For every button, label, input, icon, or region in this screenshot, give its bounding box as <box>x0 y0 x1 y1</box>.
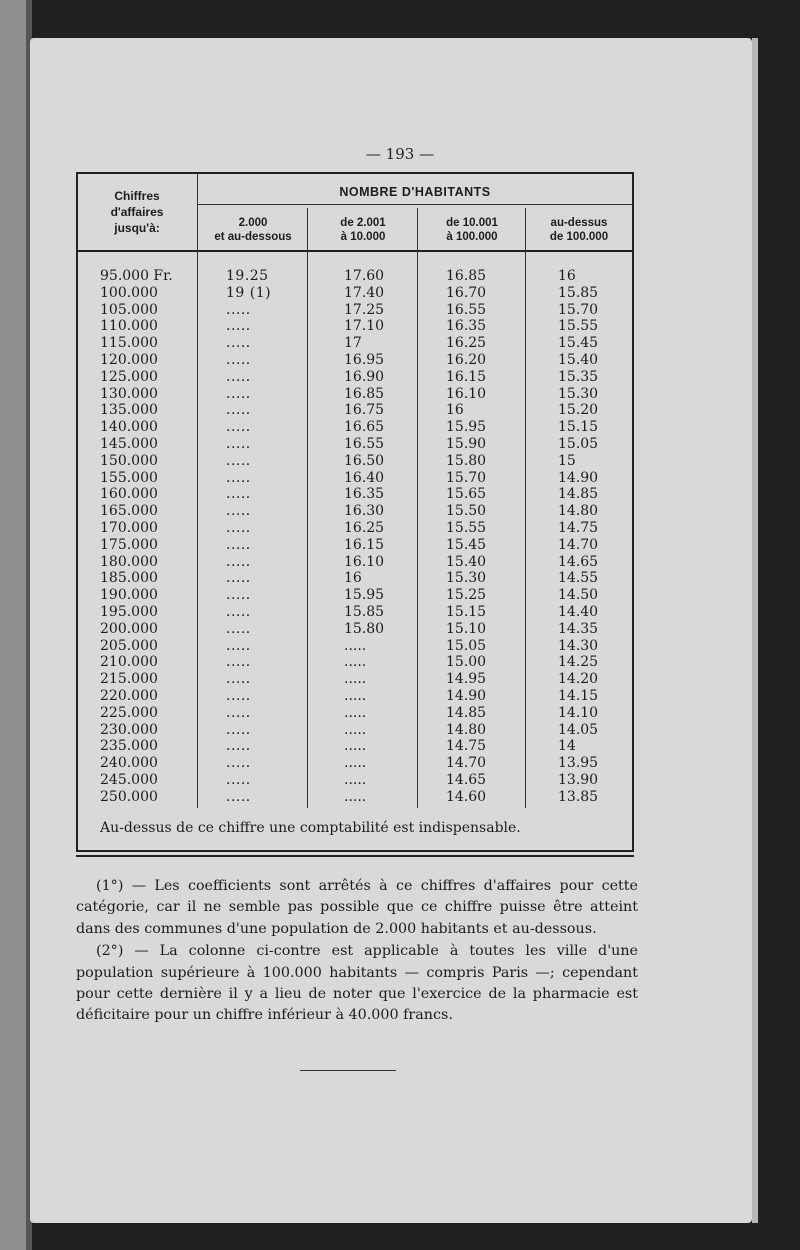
table-body <box>78 268 632 806</box>
table-cell: 14.95 <box>446 671 487 688</box>
table-cell: 15.15 <box>446 603 487 620</box>
header-population-group: NOMBRE D'HABITANTS <box>339 185 491 199</box>
table-row <box>78 369 632 386</box>
table-cell: 14.30 <box>558 637 599 654</box>
table-row <box>78 302 632 319</box>
table-cell: 125.000 <box>100 368 158 385</box>
table-cell: ..... <box>226 637 251 654</box>
table-cell: ..... <box>344 738 367 755</box>
table-cell: 14.10 <box>558 704 599 721</box>
table-row <box>78 705 632 722</box>
table-cell: 14.25 <box>558 654 599 671</box>
table-row <box>78 722 632 739</box>
table-cell: 14.75 <box>446 738 487 755</box>
table-cell: ..... <box>344 755 367 772</box>
table-cell: 14.50 <box>558 587 599 604</box>
table-cell: 15.40 <box>558 351 599 368</box>
table-row <box>78 318 632 335</box>
table-row <box>78 537 632 554</box>
table-cell: 19.25 <box>226 268 269 284</box>
table-cell: ..... <box>226 553 251 570</box>
table-footnote: Au-dessus de ce chiffre une comptabilité est indispensable. <box>100 820 521 836</box>
header-col-4 <box>526 216 632 244</box>
table-cell: ..... <box>226 721 251 738</box>
table-cell: 15.00 <box>446 654 487 671</box>
header-col-3-line-2: à 100.000 <box>446 231 498 243</box>
table-cell: 250.000 <box>100 788 158 805</box>
header-col-3-line-1: de 10.001 <box>446 217 498 229</box>
table-cell: ..... <box>226 788 251 805</box>
table-cell: 14.55 <box>558 570 599 587</box>
table-cell: 13.85 <box>558 788 599 805</box>
table-cell: 16.35 <box>344 486 385 503</box>
table-cell: 170.000 <box>100 519 158 536</box>
table-cell: 15.25 <box>446 587 487 604</box>
table-cell: 16.85 <box>344 385 385 402</box>
table-row <box>78 554 632 571</box>
table-cell: 16.20 <box>446 351 487 368</box>
table-cell: 15.70 <box>558 301 599 318</box>
table-cell: ..... <box>226 419 251 436</box>
table-cell: 15.05 <box>446 637 487 654</box>
table-row <box>78 789 632 806</box>
table-row <box>78 335 632 352</box>
table-cell: 16.30 <box>344 503 385 520</box>
table-cell: 19 (1) <box>226 284 272 301</box>
header-col-1-line-2: et au-dessous <box>214 231 292 243</box>
table-row <box>78 352 632 369</box>
table-cell: 14.85 <box>446 704 487 721</box>
table-cell: 16.50 <box>344 452 385 469</box>
table-cell: 13.95 <box>558 755 599 772</box>
table-row <box>78 671 632 688</box>
table-cell: 15.20 <box>558 402 599 419</box>
table-cell: 15.55 <box>558 318 599 335</box>
table-cell: 14.90 <box>558 469 599 486</box>
table-cell: 105.000 <box>100 301 158 318</box>
table-cell: 100.000 <box>100 284 158 301</box>
table-cell: ..... <box>344 704 367 721</box>
note-2: (2°) — La colonne ci-contre est applicable à toutes les ville d'une population supérieure à 100.000 habitants — compris Paris —; cependant pour cette dernière il y a lieu de noter que l'exercice de la pharmacie est déficitaire pour un chiffre inférieur à 40.000 francs. <box>76 943 638 1024</box>
table-cell: 16.95 <box>344 351 385 368</box>
table-cell: 15.80 <box>446 452 487 469</box>
table-row <box>78 654 632 671</box>
table-cell: 14.70 <box>558 536 599 553</box>
table-cell: 16.55 <box>344 435 385 452</box>
table-cell: 190.000 <box>100 587 158 604</box>
table-cell: 14.20 <box>558 671 599 688</box>
table-cell: ..... <box>226 687 251 704</box>
table-cell: 16.70 <box>446 284 487 301</box>
table-cell: ..... <box>226 620 251 637</box>
table-cell: 14.80 <box>558 503 599 520</box>
table-cell: 16.15 <box>446 368 487 385</box>
table-cell: 14.80 <box>446 721 487 738</box>
table-cell: 180.000 <box>100 553 158 570</box>
table-cell: ..... <box>344 788 367 805</box>
table-cell: 17.60 <box>344 268 385 284</box>
table-cell: 15.65 <box>446 486 487 503</box>
table-row <box>78 419 632 436</box>
table-cell: 135.000 <box>100 402 158 419</box>
table-cell: 195.000 <box>100 603 158 620</box>
table-cell: 15.05 <box>558 435 599 452</box>
table-cell: 15.85 <box>344 603 385 620</box>
table-cell: 14.65 <box>558 553 599 570</box>
table-cell: 230.000 <box>100 721 158 738</box>
table-cell: 145.000 <box>100 435 158 452</box>
table-cell: ..... <box>226 402 251 419</box>
table-cell: ..... <box>226 351 251 368</box>
table-cell: 210.000 <box>100 654 158 671</box>
header-col-3 <box>418 216 526 244</box>
table-cell: ..... <box>226 570 251 587</box>
table-cell: ..... <box>226 486 251 503</box>
table-cell: 115.000 <box>100 335 158 352</box>
table-cell: ..... <box>344 654 367 671</box>
table-cell: 16.40 <box>344 469 385 486</box>
header-col-4-line-2: de 100.000 <box>549 231 609 243</box>
page-right-edge <box>752 38 758 1223</box>
table-cell: 16.90 <box>344 368 385 385</box>
table-cell: 160.000 <box>100 486 158 503</box>
table-cell: 15.30 <box>558 385 599 402</box>
header-bottom-rule <box>78 250 632 252</box>
previous-page-edge <box>0 0 26 1250</box>
table-cell: 16.25 <box>344 519 385 536</box>
table-cell: 17.25 <box>344 301 385 318</box>
table-row <box>78 453 632 470</box>
table-row <box>78 470 632 487</box>
table-cell: ..... <box>226 335 251 352</box>
table-cell: 14.35 <box>558 620 599 637</box>
table-cell: 16.35 <box>446 318 487 335</box>
table-cell: ..... <box>226 469 251 486</box>
header-col-2-line-1: de 2.001 <box>340 217 386 229</box>
table-row <box>78 604 632 621</box>
table-cell: 165.000 <box>100 503 158 520</box>
header-col-4-line-1: au-dessus <box>550 217 608 229</box>
table-cell: 14.60 <box>446 788 487 805</box>
table-cell: 14.90 <box>446 687 487 704</box>
table-cell: ..... <box>344 637 367 654</box>
header-rule <box>198 204 632 205</box>
table-cell: 16.15 <box>344 536 385 553</box>
table-cell: ..... <box>226 771 251 788</box>
table-cell: ..... <box>226 654 251 671</box>
header-turnover-line-3: jusqu'à: <box>114 221 160 235</box>
table-cell: 150.000 <box>100 452 158 469</box>
table-cell: 16.10 <box>344 553 385 570</box>
table-cell: 15.40 <box>446 553 487 570</box>
table-cell: 15 <box>558 452 576 469</box>
table-cell: ..... <box>226 671 251 688</box>
table-cell: ..... <box>344 771 367 788</box>
header-col-1 <box>198 216 308 244</box>
table-cell: 16.10 <box>446 385 487 402</box>
table-row <box>78 285 632 302</box>
table-cell: 16.25 <box>446 335 487 352</box>
table-cell: ..... <box>344 687 367 704</box>
table-cell: 15.30 <box>446 570 487 587</box>
page-number: — 193 — <box>365 145 435 163</box>
table-cell: 235.000 <box>100 738 158 755</box>
table-cell: 15.50 <box>446 503 487 520</box>
note-1: (1°) — Les coefficients sont arrêtés à ce chiffres d'affaires pour cette catégorie, car il ne semble pas possible que ce chiffre puisse être atteint dans des communes d'une population de 2.000 habitants et au-dessous. <box>76 878 638 937</box>
table-cell: 120.000 <box>100 351 158 368</box>
table-row <box>78 738 632 755</box>
table-cell: 220.000 <box>100 687 158 704</box>
table-double-rule <box>76 855 634 857</box>
table-cell: 14.15 <box>558 687 599 704</box>
table-cell: 15.80 <box>344 620 385 637</box>
header-turnover-line-1: Chiffres <box>114 189 160 203</box>
table-cell: 15.85 <box>558 284 599 301</box>
header-turnover <box>84 188 190 236</box>
table-row <box>78 570 632 587</box>
table-row <box>78 772 632 789</box>
table-cell: ..... <box>226 503 251 520</box>
table-cell: ..... <box>344 721 367 738</box>
table-cell: ..... <box>226 738 251 755</box>
table-cell: 15.45 <box>446 536 487 553</box>
table-cell: 17.40 <box>344 284 385 301</box>
table-cell: 185.000 <box>100 570 158 587</box>
table-row <box>78 268 632 285</box>
table-cell: 15.55 <box>446 519 487 536</box>
table-cell: 240.000 <box>100 755 158 772</box>
table-cell: 15.15 <box>558 419 599 436</box>
table-cell: 17 <box>344 335 362 352</box>
table-cell: 15.10 <box>446 620 487 637</box>
table-cell: ..... <box>226 587 251 604</box>
table-cell: 16 <box>446 402 464 419</box>
table-cell: 16.55 <box>446 301 487 318</box>
table-cell: ..... <box>226 452 251 469</box>
table-cell: 17.10 <box>344 318 385 335</box>
table-row <box>78 520 632 537</box>
header-col-2-line-2: à 10.000 <box>340 231 386 243</box>
table-cell: 16 <box>558 268 576 284</box>
table-cell: 225.000 <box>100 704 158 721</box>
table-cell: ..... <box>226 435 251 452</box>
table-row <box>78 486 632 503</box>
table-cell: 16.65 <box>344 419 385 436</box>
table-cell: 16.85 <box>446 268 487 284</box>
table-cell: ..... <box>344 671 367 688</box>
table-row <box>78 688 632 705</box>
table-cell: ..... <box>226 318 251 335</box>
notes-section <box>76 876 638 1028</box>
table-cell: 14.85 <box>558 486 599 503</box>
table-row <box>78 402 632 419</box>
table-cell: ..... <box>226 536 251 553</box>
end-rule <box>300 1070 396 1071</box>
table-cell: 110.000 <box>100 318 158 335</box>
table-cell: 15.95 <box>344 587 385 604</box>
table-cell: 15.90 <box>446 435 487 452</box>
table-cell: 245.000 <box>100 771 158 788</box>
table-cell: 14.05 <box>558 721 599 738</box>
table-row <box>78 587 632 604</box>
table-cell: 14.70 <box>446 755 487 772</box>
table-cell: 16.75 <box>344 402 385 419</box>
table-cell: ..... <box>226 301 251 318</box>
table-cell: 205.000 <box>100 637 158 654</box>
table-cell: ..... <box>226 755 251 772</box>
table-cell: ..... <box>226 704 251 721</box>
table-cell: 14.40 <box>558 603 599 620</box>
header-col-2 <box>308 216 418 244</box>
table-cell: 130.000 <box>100 385 158 402</box>
table-cell: 155.000 <box>100 469 158 486</box>
table-cell: ..... <box>226 519 251 536</box>
table-cell: ..... <box>226 368 251 385</box>
table-cell: 15.35 <box>558 368 599 385</box>
table-row <box>78 638 632 655</box>
table-cell: 14 <box>558 738 576 755</box>
header-turnover-line-2: d'affaires <box>110 205 164 219</box>
table-cell: 16 <box>344 570 362 587</box>
table-cell: 140.000 <box>100 419 158 436</box>
table-row <box>78 386 632 403</box>
table-cell: 215.000 <box>100 671 158 688</box>
table-cell: 14.75 <box>558 519 599 536</box>
table-row <box>78 436 632 453</box>
table-cell: 15.45 <box>558 335 599 352</box>
table-cell: 15.70 <box>446 469 487 486</box>
table-cell: 95.000 Fr. <box>100 268 173 284</box>
table-cell: ..... <box>226 603 251 620</box>
table-cell: 13.90 <box>558 771 599 788</box>
table-cell: 14.65 <box>446 771 487 788</box>
table-row <box>78 621 632 638</box>
table-cell: 200.000 <box>100 620 158 637</box>
table-cell: 15.95 <box>446 419 487 436</box>
table-row <box>78 503 632 520</box>
table-cell: ..... <box>226 385 251 402</box>
table-cell: 175.000 <box>100 536 158 553</box>
table-row <box>78 755 632 772</box>
header-col-1-line-1: 2.000 <box>238 217 268 229</box>
